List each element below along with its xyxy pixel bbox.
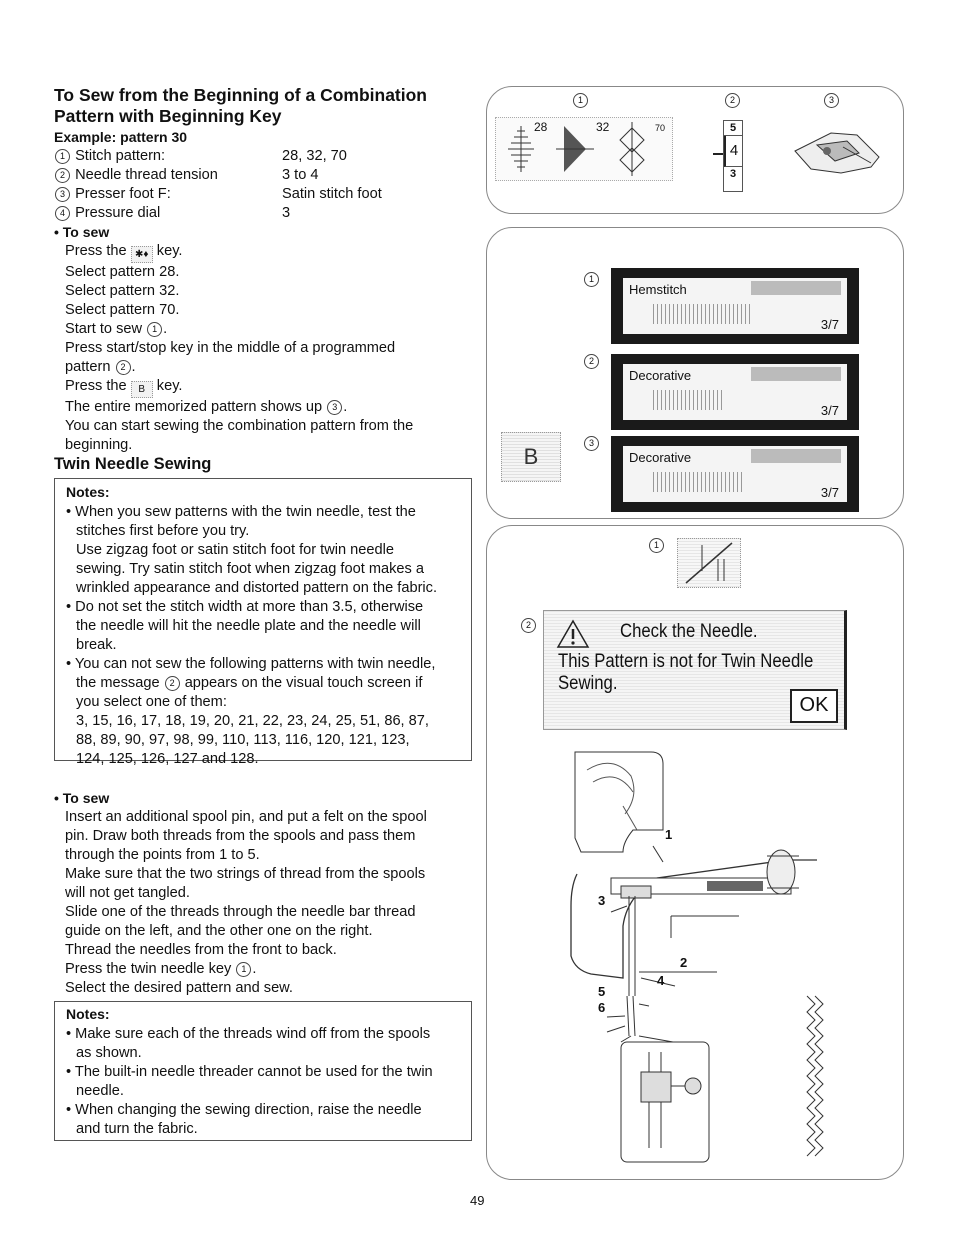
section-title-line1: To Sew from the Beginning of a Combination [54, 85, 427, 105]
dialog-message-line1: This Pattern is not for Twin Needle [558, 651, 814, 672]
note-line: 88, 89, 90, 97, 98, 99, 110, 113, 116, 120, 121, 123, [76, 732, 410, 748]
step: Select pattern 28. [65, 264, 180, 280]
notes-content [66, 1025, 471, 1139]
step [65, 960, 465, 979]
dial-value: 5 [724, 121, 742, 136]
spec-value: 3 to 4 [282, 167, 319, 183]
callout-number: 4 [55, 206, 70, 221]
check-needle-dialog [543, 610, 847, 730]
satin-stitch-icons [496, 118, 672, 180]
beginning-key-button[interactable]: B [501, 432, 561, 482]
note-line: wrinkled appearance and distorted pattern on the fabric. [76, 580, 438, 596]
threading-label: 6 [598, 1000, 606, 1015]
note-line: the needle will hit the needle plate and the needle will [76, 618, 421, 634]
dial-pointer [713, 153, 723, 155]
notes-label: Notes: [66, 1006, 110, 1022]
note-line: Use zigzag foot or satin stitch foot for twin needle [76, 542, 394, 558]
dial-value: 4 [724, 136, 742, 167]
step: will not get tangled. [65, 885, 190, 901]
lcd-status-bar [751, 449, 841, 463]
threading-label: 3 [598, 893, 606, 908]
note-line: as shown. [76, 1045, 142, 1061]
spec-row [54, 166, 454, 185]
step-text: . [131, 359, 136, 375]
lcd-counter: 3/7 [820, 403, 839, 418]
step: guide on the left, and the other one on the right. [65, 923, 373, 939]
step-text: Press the [65, 243, 127, 259]
spec-label: Pressure dial [75, 205, 161, 221]
warning-icon [556, 619, 590, 649]
step: Select pattern 70. [65, 302, 180, 318]
beginning-key-icon: B [131, 381, 153, 398]
callout-number: 2 [116, 360, 131, 375]
step-text: pattern [65, 359, 111, 375]
tension-dial [723, 120, 743, 192]
lcd-content [623, 446, 847, 502]
callout-number: 3 [584, 436, 599, 451]
threading-label: 5 [598, 984, 606, 999]
to-sew-label: • To sew [54, 224, 110, 240]
ok-button[interactable]: OK [790, 689, 838, 723]
callout-number: 1 [649, 538, 664, 553]
threading-label: 1 [665, 827, 673, 842]
pattern-sequence [495, 117, 673, 181]
stitch-preview [653, 390, 723, 410]
notes-content [66, 503, 471, 769]
note-line: • The built-in needle threader cannot be used for the twin [66, 1064, 433, 1080]
pattern-number: 70 [655, 123, 666, 133]
step [65, 320, 465, 339]
step [65, 242, 465, 263]
lcd-title: Decorative [629, 450, 692, 465]
step [65, 398, 465, 417]
stitch-preview [653, 472, 743, 492]
spec-value: 3 [282, 205, 291, 221]
step: through the points from 1 to 5. [65, 847, 260, 863]
figure-twin-needle-panel [486, 525, 904, 1180]
note-text: the message [76, 675, 160, 691]
callout-number: 1 [55, 149, 70, 164]
note-line: • Make sure each of the threads wind off from the spools [66, 1026, 431, 1042]
step [65, 377, 465, 398]
callout-number: 1 [147, 322, 162, 337]
callout-number: 3 [55, 187, 70, 202]
note-line: • When changing the sewing direction, raise the needle [66, 1102, 422, 1118]
twin-needle-title: Twin Needle Sewing [54, 455, 212, 473]
pattern-number: 28 [534, 120, 548, 134]
note-line: you select one of them: [76, 694, 227, 710]
callout-number: 2 [521, 618, 536, 633]
note-line: stitches first before you try. [76, 523, 250, 539]
notes-box-2 [54, 1001, 472, 1141]
note-line [66, 674, 471, 693]
step-text: Press the [65, 378, 127, 394]
spec-value: 28, 32, 70 [282, 148, 347, 164]
dialog-message-line2: Sewing. [558, 673, 618, 694]
callout-number: 2 [55, 168, 70, 183]
twin-needle-icon [678, 539, 740, 587]
note-text: appears on the visual touch screen if [184, 675, 423, 691]
step: Slide one of the threads through the needle bar thread [65, 904, 416, 920]
twin-to-sew-label: • To sew [54, 790, 110, 806]
example-label: Example: pattern 30 [54, 129, 188, 145]
twin-needle-threading-illustration [567, 746, 887, 1166]
note-line: • Do not set the stitch width at more than 3.5, otherwise [66, 599, 424, 615]
notes-box [54, 478, 472, 767]
lcd-content [623, 364, 847, 420]
callout-number: 2 [584, 354, 599, 369]
callout-number: 2 [725, 93, 740, 108]
page-number: 49 [470, 1193, 485, 1208]
lcd-screen-3 [611, 436, 859, 512]
note-line: sewing. Try satin stitch foot when zigzag foot makes a [76, 561, 424, 577]
note-line: 124, 125, 126, 127 and 128. [76, 751, 259, 767]
step-text: . [252, 961, 257, 977]
notes-label: Notes: [66, 484, 110, 500]
dialog-title: Check the Needle. [620, 621, 758, 642]
callout-number: 1 [584, 272, 599, 287]
spec-value: Satin stitch foot [282, 186, 382, 202]
spec-list [54, 147, 454, 223]
spec-label: Stitch pattern: [75, 148, 166, 164]
pattern-number: 32 [596, 120, 610, 134]
callout-number: 1 [236, 962, 251, 977]
note-line: break. [76, 637, 117, 653]
step-text: . [163, 321, 168, 337]
lcd-status-bar [751, 281, 841, 295]
lcd-screen-2 [611, 354, 859, 430]
callout-number: 2 [165, 676, 180, 691]
step: Thread the needles from the front to back. [65, 942, 337, 958]
note-line: • You can not sew the following patterns with twin needle, [66, 656, 436, 672]
step-text: key. [156, 378, 183, 394]
step: Press start/stop key in the middle of a programmed [65, 340, 396, 356]
spec-label: Needle thread tension [75, 167, 218, 183]
callout-number: 3 [327, 400, 342, 415]
threading-label: 4 [657, 973, 665, 988]
lcd-title: Hemstitch [629, 282, 687, 297]
step: Make sure that the two strings of thread from the spools [65, 866, 426, 882]
lcd-counter: 3/7 [820, 485, 839, 500]
step-text: The entire memorized pattern shows up [65, 399, 323, 415]
step: Select the desired pattern and sew. [65, 980, 293, 996]
step-text: . [343, 399, 348, 415]
step: beginning. [65, 437, 133, 453]
twin-needle-key-button[interactable] [677, 538, 741, 588]
figure-settings-panel [486, 86, 904, 214]
note-line: 3, 15, 16, 17, 18, 19, 20, 21, 22, 23, 24, 25, 51, 86, 87, [76, 713, 429, 729]
lcd-title: Decorative [629, 368, 692, 383]
step-text: key. [156, 243, 183, 259]
dial-value: 3 [729, 168, 737, 180]
step-text: Press the twin needle key [65, 961, 232, 977]
note-line: and turn the fabric. [76, 1121, 198, 1137]
threading-label: 2 [680, 955, 688, 970]
step: Select pattern 32. [65, 283, 180, 299]
section-title-line2: Pattern with Beginning Key [54, 106, 282, 126]
spec-row [54, 147, 454, 166]
spec-row [54, 204, 454, 223]
steps-list [65, 242, 465, 455]
step: Insert an additional spool pin, and put a felt on the spool [65, 809, 427, 825]
presser-foot-icon [787, 123, 887, 183]
step [65, 358, 465, 377]
lcd-counter: 3/7 [820, 317, 839, 332]
step: pin. Draw both threads from the spools and pass them [65, 828, 416, 844]
figure-lcd-panel [486, 227, 904, 519]
lcd-status-bar [751, 367, 841, 381]
twin-steps [65, 808, 465, 998]
note-line: • When you sew patterns with the twin needle, test the [66, 504, 416, 520]
stitch-preview [653, 304, 753, 324]
note-line: needle. [76, 1083, 124, 1099]
lcd-content [623, 278, 847, 334]
spec-row [54, 185, 454, 204]
step-text: Start to sew [65, 321, 143, 337]
callout-number: 1 [573, 93, 588, 108]
memory-key-icon: ✱♦ [131, 246, 153, 263]
spec-label: Presser foot F: [75, 186, 171, 202]
step: You can start sewing the combination pattern from the [65, 418, 414, 434]
callout-number: 3 [824, 93, 839, 108]
lcd-screen-1 [611, 268, 859, 344]
